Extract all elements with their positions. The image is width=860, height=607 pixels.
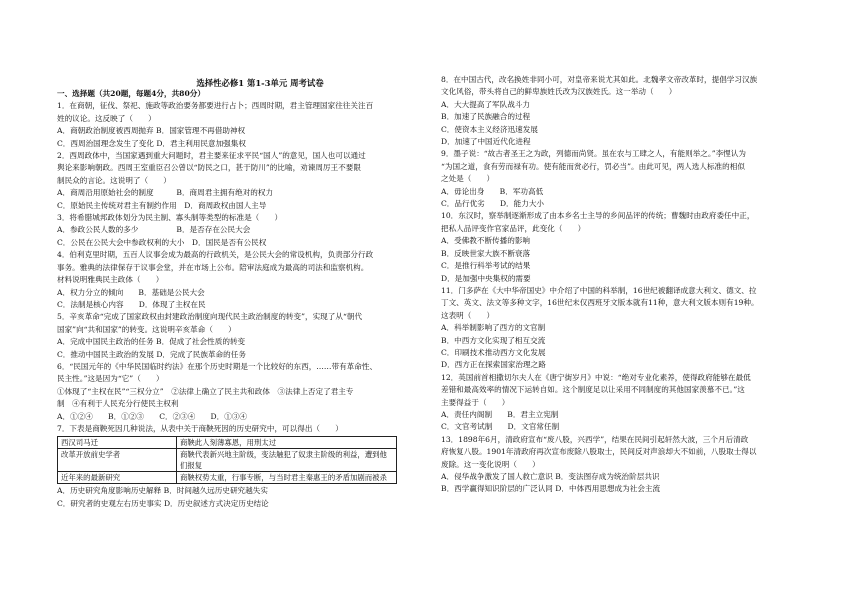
text-line: A．商周沿用原始社会的制度 B．商周君主拥有绝对的权力 xyxy=(57,188,274,198)
text-line: “为国之道，食有劳而禄有功。使有能而赏必行，罚必当”。由此可见，两人选人标准的相似 xyxy=(441,161,745,171)
text-line: C．西周治国理念发生了变化 D．君主利用民意加强集权 xyxy=(57,138,246,148)
text-line: 这表明（ ） xyxy=(441,310,495,320)
text-line: 4．伯利克里时期，五百人议事会成为最高的行政机关，是公民大会的常设机构，负责部分行政 xyxy=(57,250,374,260)
right-column xyxy=(441,74,803,496)
text-line: ①体现了“主权在民”“三权分立” ②法律上确立了民主共和政体 ③法律上否定了君主专 xyxy=(57,386,354,396)
text-line: B．加速了民族融合的过程 xyxy=(441,112,531,122)
table-cell-view: 商鞅权势太重，行事专断，与当时君主秦惠王的矛盾加剧而被杀 xyxy=(177,472,397,484)
text-line: 制 ④有利于人民充分行使民主权利 xyxy=(57,399,179,409)
table-cell-source: 西汉司马迁 xyxy=(58,437,177,449)
text-line: C．是推行科举考试的结果 xyxy=(441,261,531,271)
source-table xyxy=(57,436,397,484)
text-line: C．使资本主义经济迅速发展 xyxy=(441,124,538,134)
page-title: 选择性必修1 第1-3单元 周考试卷 xyxy=(196,78,324,88)
text-line: A．大大提高了军队战斗力 xyxy=(441,99,531,109)
table-row xyxy=(58,437,397,449)
text-line: 材料说明雅典民主政体（ ） xyxy=(57,275,164,285)
text-line: B．西学赢得知识阶层的广泛认同 D．中体西用思想成为社会主流 xyxy=(441,484,661,494)
text-line: 3．将希腊城邦政体划分为民主制、寡头制等类型的标准是（ ） xyxy=(57,213,283,223)
text-line: A．权力分立的倾向 B．基础是公民大会 xyxy=(57,287,205,297)
text-line: A．参政公民人数的多少 B．是否存在公民大会 xyxy=(57,225,251,235)
left-questions xyxy=(57,100,409,435)
table-cell-view: 商鞅代表新兴地主阶级，变法触犯了奴隶主阶级的利益，遭到他们报复 xyxy=(177,449,397,472)
table-row xyxy=(58,472,397,484)
text-line: 国家”向“共和国家”的转变。这说明辛亥革命（ ） xyxy=(57,324,236,334)
text-line: 13．1898年6月，清政府宣布“废八股，兴西学”，结果在民间引起轩然大波，三个月后清政 xyxy=(441,434,749,444)
text-line: 民主性。”这是因为“它”（ ） xyxy=(57,374,164,384)
text-line: 2．西周政体中，当国家遇到重大问题时，君主要来征求平民“国人”的意见，国人也可以通过 xyxy=(57,151,366,161)
text-line: B．中西方文化实现了相互交流 xyxy=(441,335,546,345)
text-line: C．推动中国民主政治的发展 D．完成了民族革命的任务 xyxy=(57,349,246,359)
text-line: 7．下表是商鞅死因几种说法，从表中关于商鞅死因的历史研究中，可以得出（ ） xyxy=(57,423,343,433)
text-line: 1．在商朝，征伐、祭祀、施政等政治要务都要进行占卜；西周时期，君主管理国家往往关注百 xyxy=(57,101,374,111)
text-line: 事务。雅典的法律保存于议事会堂，并在市场上公布。陪审法庭成为最高的司法和监察机构。 xyxy=(57,262,369,272)
text-line: 6．“民国元年的《中华民国临时约法》在那个历史时期是一个比较好的东西，……带有革命性、 xyxy=(57,361,378,371)
text-line: 12．英国前首相撒切尔夫人在《唐宁街岁月》中说：“绝对专业化素养，使得政府能够在最低 xyxy=(441,372,751,382)
text-line: 舆论来影响朝政。西周王室重臣召公曾以“防民之口，甚于防川”的比喻，劝谏周厉王不要限 xyxy=(57,163,361,173)
text-line: C．原始民主传统对君主有制约作用 D．商周政权由国人主导 xyxy=(57,200,267,210)
text-line: C．公民在公民大会中参政权利的大小 D．国民是否有公民权 xyxy=(57,237,267,247)
text-line: 9．墨子说：“故古者圣王之为政，列德而尚贤。虽在农与工肆之人，有能则举之。”李悝认为 xyxy=(441,149,746,159)
text-line: 主要得益于（ ） xyxy=(441,397,510,407)
text-line: A．受佛教不断传播的影响 xyxy=(441,236,531,246)
text-line: C．品行优劣 D．能力大小 xyxy=(441,199,545,209)
text-line: A．①②④ B．①②③ C．②③④ D．①③④ xyxy=(57,411,248,421)
text-line: 府恢复八股。1901年清政府再次宣布废除八股取士，民间反对声浪却大不如前，八股取士得以 xyxy=(441,447,757,457)
text-line: 8．在中国古代，改名换姓非同小可，对皇帝来说尤其如此。北魏孝文帝改革时，提倡学习汉族 xyxy=(441,75,758,84)
text-line: C．法制是核心内容 D．体现了主权在民 xyxy=(57,299,206,309)
text-line: A．商朝政治制度被西周抛弃 B．国家管理不再借助神权 xyxy=(57,126,246,136)
text-line: A．科举制影响了西方的文官制 xyxy=(441,323,546,333)
table-cell-view: 商鞅此人刻薄寡恩，用刑太过 xyxy=(177,437,397,449)
text-line: A．侵华战争激发了国人救亡意识 B．变法图存成为统治阶层共识 xyxy=(441,472,660,481)
section-heading: 一、选择题（共20题，每题4分，共80分） xyxy=(57,89,205,98)
text-line: D．西方正在探索国家治理之路 xyxy=(441,360,546,370)
text-line: C．研究者的史观左右历史事实 D．历史叙述方式决定历史结论 xyxy=(57,498,269,508)
text-line: C．印刷技术推动西方文化发展 xyxy=(441,347,546,357)
left-column xyxy=(57,88,409,510)
text-line: 文化风俗，带头将自己的鲜卑族姓氏改为汉族姓氏。这一举动（ ） xyxy=(441,87,677,97)
text-line: 10．东汉时，察举制逐渐形成了由本乡名士主导的乡间品评的传统；曹魏时由政府委任中正， xyxy=(441,211,755,221)
table-cell-source: 改革开放前史学者 xyxy=(58,449,177,472)
table-row xyxy=(58,449,397,472)
text-line: B．反映世家大族不断衰落 xyxy=(441,248,531,258)
text-line: C．文官考试制 D．文官常任制 xyxy=(441,422,560,432)
text-line: 把私人品评变作官家品评，此变化（ ） xyxy=(441,223,586,233)
left-question-options xyxy=(57,485,409,510)
text-line: 丁文、英文、法文等多种文字，16世纪末仅西班牙文版本就有11种，意大利文版本则有19种。 xyxy=(441,298,759,308)
text-line: 11．门多萨在《大中华帝国史》中介绍了中国的科举制，16世纪被翻译成意大利文、德文、拉 xyxy=(441,285,757,295)
text-line: A．毋论出身 B．军功高低 xyxy=(441,186,544,196)
text-line: A．历史研究角度影响历史解释 B．时间越久远历史研究越失实 xyxy=(57,486,268,496)
text-line: 制民众的言论。这说明了（ ） xyxy=(57,175,171,185)
text-line: 姓的议论。这反映了（ ） xyxy=(57,113,156,123)
text-line: D．加速了中国近代化进程 xyxy=(441,137,531,147)
table-cell-source: 近年来的最新研究 xyxy=(58,472,177,484)
text-line: 5．辛亥革命“完成了国家政权由封建政治制度向现代民主政治制度的转变”，实现了从“朝代 xyxy=(57,312,363,322)
right-questions xyxy=(441,74,803,496)
text-line: 之处是（ ） xyxy=(441,174,495,184)
text-line: A．完成中国民主政治的任务 B．促成了社会性质的转变 xyxy=(57,337,246,347)
text-line: A．责任内阁制 B．君主立宪制 xyxy=(441,409,559,419)
text-line: 差错和最高效率的情况下运转自如。这个制度足以让采用不同制度的其他国家羡慕不已。”这 xyxy=(441,385,745,395)
text-line: 废除。这一变化说明（ ） xyxy=(441,459,540,469)
text-line: D．是加强中央集权的需要 xyxy=(441,273,531,283)
